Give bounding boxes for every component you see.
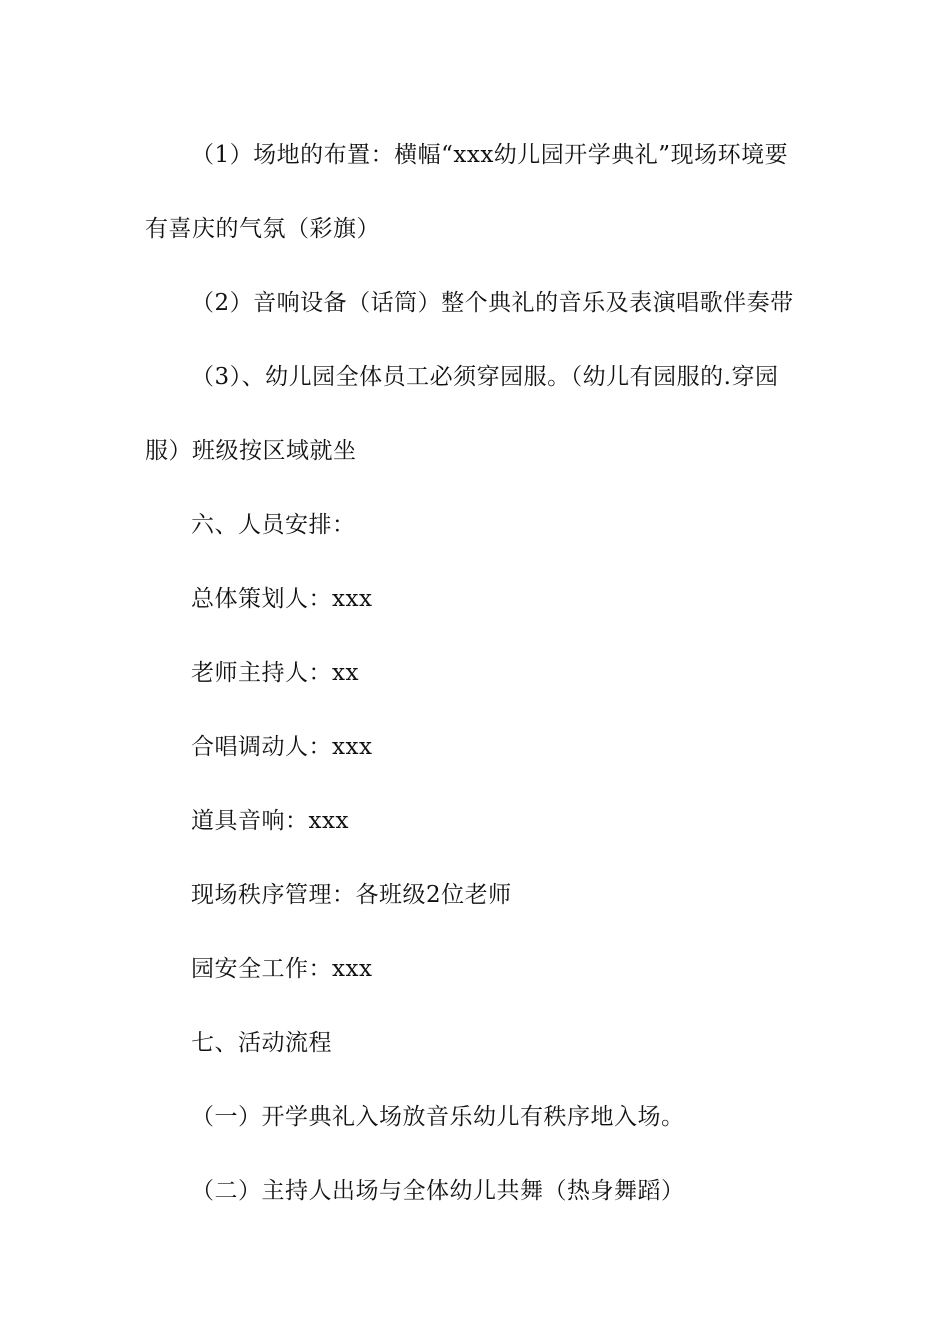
process-step-2: （二）主持人出场与全体幼儿共舞（热身舞蹈） [191,1178,685,1204]
staff-host: 老师主持人：xx [191,660,359,686]
staff-choir: 合唱调动人：xxx [191,734,373,760]
staff-order-management: 现场秩序管理：各班级2位老师 [191,882,512,908]
paragraph-venue-layout: （1）场地的布置：横幅“xxx幼儿园开学典礼”现场环境要有喜庆的气氛（彩旗） [145,142,789,242]
staff-safety: 园安全工作：xxx [191,956,373,982]
staff-props-audio: 道具音响：xxx [191,808,349,834]
paragraph-uniform: （3）、幼儿园全体员工必须穿园服。（幼儿有园服的.穿园服）班级按区域就坐 [145,364,779,464]
staff-planner: 总体策划人：xxx [191,586,373,612]
paragraph-audio-equipment: （2）音响设备（话筒）整个典礼的音乐及表演唱歌伴奏带 [191,290,794,316]
section-heading-process: 七、活动流程 [191,1030,332,1056]
section-heading-staffing: 六、人员安排： [191,512,356,538]
process-step-1: （一）开学典礼入场放音乐幼儿有秩序地入场。 [191,1104,685,1130]
